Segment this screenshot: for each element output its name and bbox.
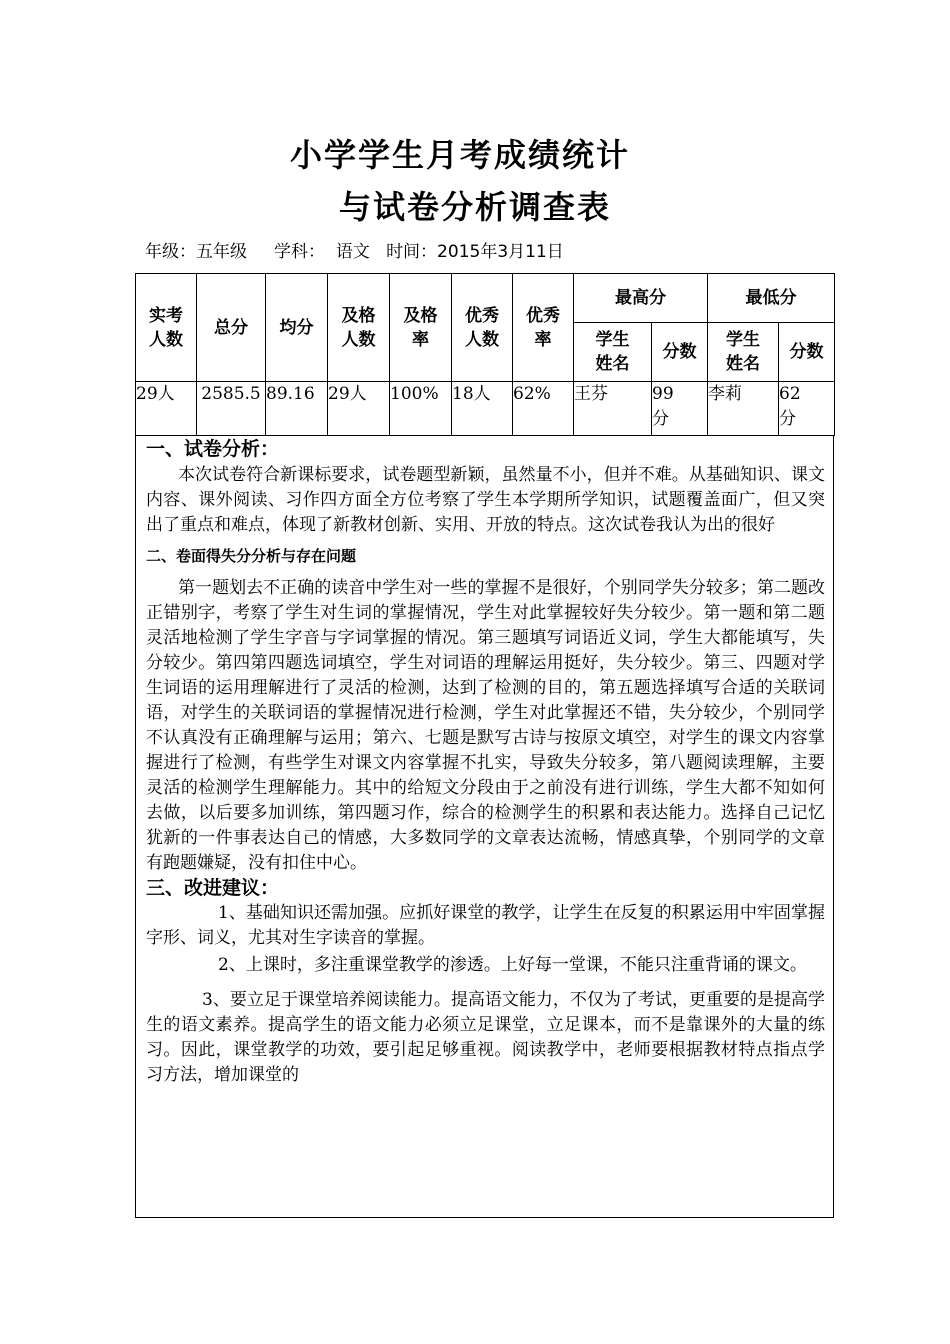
suggestion-3: 3、要立足于课堂培养阅读能力。提高语文能力，不仅为了考试，更重要的是提高学生的语文素养。提高学生的语文能力必须立足课堂，立足课本，而不是靠课外的大量的练习。因此，课堂教学的功效，要引起足够重视。阅读教学中，老师要根据教材特点指点学习方法，增加课堂的 [146,990,825,1085]
suggestion-1: 1、基础知识还需加强。应抓好课堂的教学，让学生在反复的积累运用中牢固掌握字形、词义，尤其对生字读音的掌握。 [146,903,825,948]
cell-lowest-name: 李莉 [708,382,779,436]
cell-excellent-count: 18人 [452,382,513,436]
header-pass-count: 及格 人数 [328,274,390,382]
header-highest-name: 学生 姓名 [574,323,652,382]
header-lowest-score: 分数 [779,323,835,382]
header-lowest: 最低分 [708,274,835,323]
score-stats-table [135,273,835,436]
header-highest-score: 分数 [652,323,708,382]
cell-average: 89.16 [266,382,328,436]
date-label: 时间：2015年3月11日 [386,242,564,262]
meta-line [145,237,564,262]
section2-text: 第一题划去不正确的读音中学生对一些的掌握不是很好，个别同学失分较多；第二题改正错别字，考察了学生对生词的掌握情况，学生对此掌握较好失分较少。第一题和第二题灵活地检测了学生字音与字词掌握的情况。第三题填写词语近义词，学生大都能填写，失分较少。第四第四题选词填空，学生对词语的理解运用挺好，失分较少。第三、四题对学生词语的运用理解进行了灵活的检测，达到了检测的目的，第五题选择填写合适的关联词语，对学生的关联词语的掌握情况进行检测，学生对此掌握还不错，失分较少，个别同学不认真没有正确理解与运用；第六、七题是默写古诗与按原文填空，对学生的课文内容掌握进行了检测，有些学生对课文内容掌握不扎实，导致失分较多，第八题阅读理解，主要灵活的检测学生理解能力。其中的给短文分段由于之前没有进行训练，学生大都不知如何去做，以后要多加训练，第四题习作，综合的检测学生的积累和表达能力。选择自己记忆犹新的一件事表达自己的情感，大多数同学的文章表达流畅，情感真挚，个别同学的文章有跑题嫌疑，没有扣住中心。 [146,578,825,873]
grade-label: 年级：五年级 [145,242,247,262]
header-excellent-rate: 优秀 率 [513,274,574,382]
header-excellent-count: 优秀 人数 [452,274,513,382]
subject-label: 学科： 语文 [274,242,370,262]
header-lowest-name: 学生 姓名 [708,323,779,382]
analysis-panel [135,435,834,1218]
header-test-takers: 实考 人数 [136,274,197,382]
suggestion-2: 2、上课时，多注重课堂教学的渗透。上好每一堂课，不能只注重背诵的课文。 [218,955,807,975]
cell-lowest-score: 62 分 [779,382,835,436]
cell-test-takers: 29人 [136,382,197,436]
page-title-line2: 与试卷分析调查表 [338,188,611,226]
header-highest: 最高分 [574,274,708,323]
section1-heading: 一、试卷分析： [146,438,280,460]
header-average: 均分 [266,274,328,382]
cell-pass-count: 29人 [328,382,390,436]
cell-highest-score: 99 分 [652,382,708,436]
section2-heading: 二、卷面得失分分析与存在问题 [146,547,357,565]
section3-heading: 三、改进建议： [146,877,280,899]
cell-total: 2585.5 [197,382,266,436]
section1-text: 本次试卷符合新课标要求，试卷题型新颖，虽然量不小，但并不难。从基础知识、课文内容、课外阅读、习作四方面全方位考察了学生本学期所学知识，试题覆盖面广，但又突出了重点和难点，体现了新教材创新、实用、开放的特点。这次试卷我认为出的很好 [146,465,825,535]
header-pass-rate: 及格 率 [390,274,452,382]
cell-highest-name: 王芬 [574,382,652,436]
page-title-line1: 小学学生月考成绩统计 [289,136,630,174]
cell-pass-rate: 100% [390,382,452,436]
cell-excellent-rate: 62% [513,382,574,436]
header-total: 总分 [197,274,266,382]
